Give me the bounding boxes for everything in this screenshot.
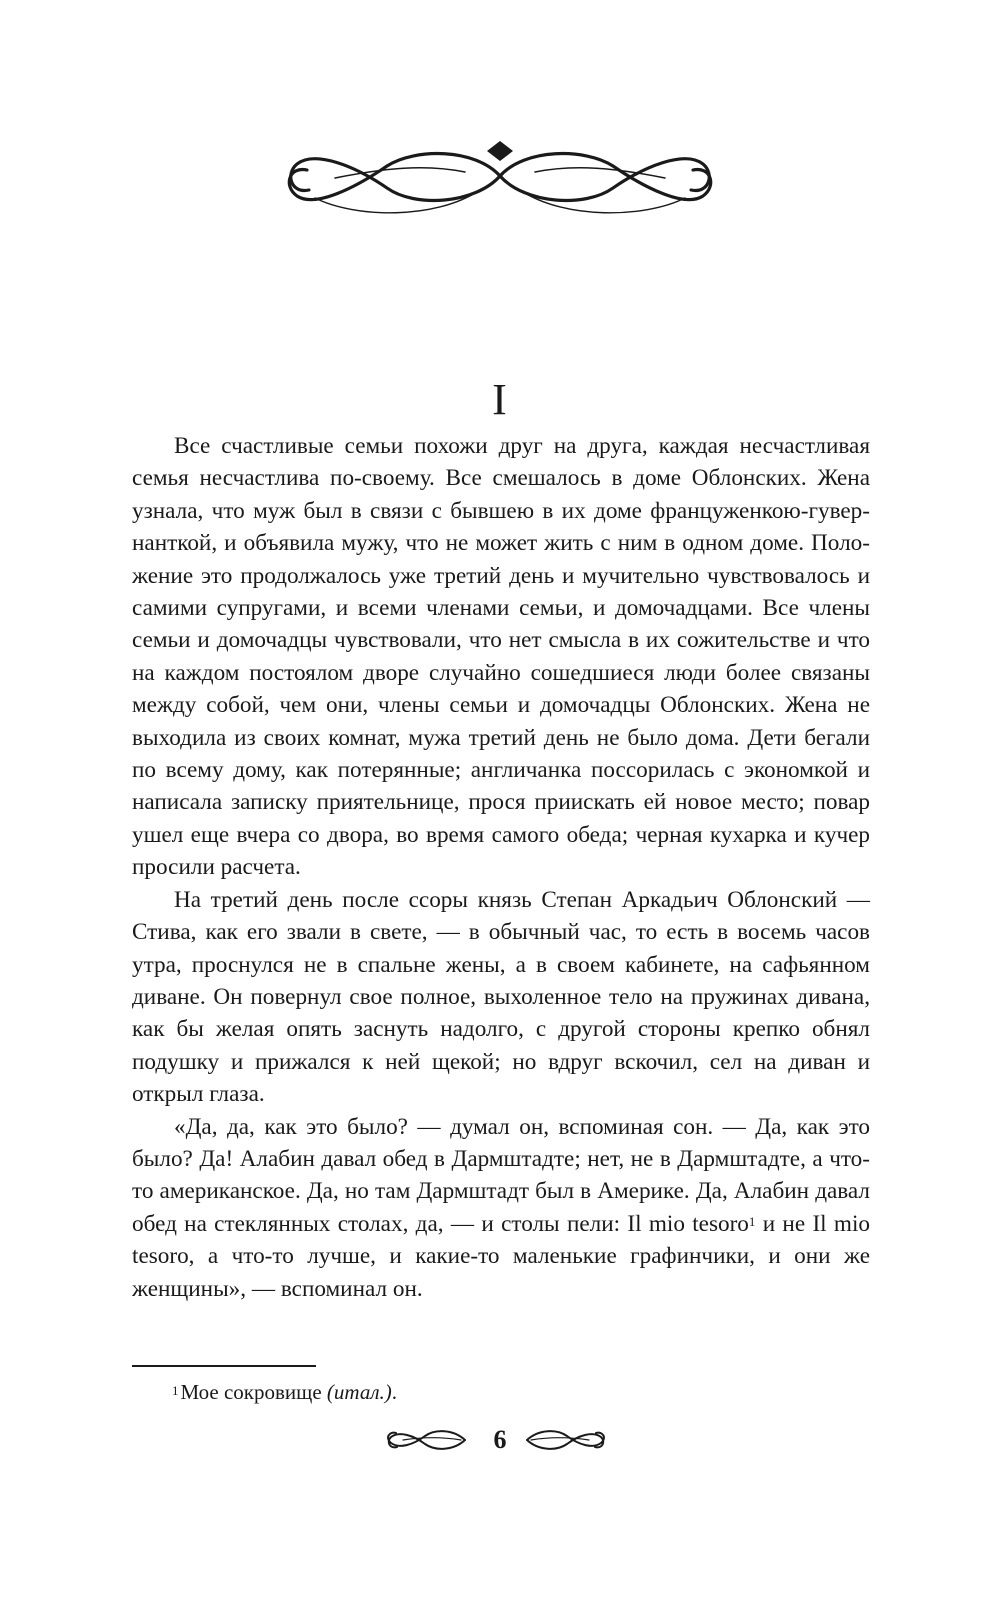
footnote-reference: 1 (748, 1213, 756, 1229)
flourish-icon (525, 1427, 609, 1453)
footnote-divider (132, 1365, 316, 1367)
page-number: 6 (493, 1425, 507, 1454)
paragraph: На третий день после ссоры князь Степан Аркадьич Облонский — Стива, как его звали в свете, — в обычный час, то есть в восемь часов утра, проснулся не в спальне жены, а в своем кабинете, на сафьянном диване. Он повернул свое полное, выхоленное тело на пружинах дивана, как бы желая опять заснуть надолго, с другой стороны крепко обнял подушку и прижался к ней щекой; но вдруг вскочил, сел на диван и открыл глаза. (132, 886, 870, 1108)
footnote-number: 1 (172, 1383, 179, 1398)
flourish-ornament-icon (275, 138, 725, 238)
paragraph: Все счастливые семьи похожи друг на друга, каждая несчастливая семья несчастлива по-своему. Все смешалось в доме Облонских. Жена узнала, что муж был в связи с бывшею в их доме француженкою-гувернанткой, и объявила мужу, что не может жить с ним в одном доме. Положение это продолжалось уже третий день и мучительно чувствовалось и самими супругами, и всеми членами семьи, и домочадцами. Все члены семьи и домочадцы чувствовали, что нет смысла в их сожительстве и что на каждом постоялом дворе случайно сошедшиеся люди более связаны между собой, чем они, члены семьи и домочадцы Облонских. Жена не выходила из своих комнат, мужа третий день не было дома. Дети бегали по всему дому, как потерянные; англичанка поссорилась с экономкой и написала записку приятельнице, прося приискать ей новое место; повар ушел еще вчера со двора, во время самого обеда; черная кухарка и кучер просили расчета. (132, 433, 870, 881)
flourish-icon (383, 1427, 467, 1453)
folio (0, 1425, 1000, 1455)
chapter-number: I (492, 375, 508, 424)
paragraph (132, 1111, 870, 1305)
footnote-language: (итал.) (326, 1380, 392, 1404)
footnote (172, 1378, 872, 1406)
footnote-tail: . (391, 1380, 397, 1404)
paragraph-text: и не Il mio tesoro, а что-то лучше, и какие-то маленькие графинчики, и они же женщины», — вспоминал он. (132, 1210, 870, 1302)
footnote-text: Мое сокровище (180, 1380, 327, 1404)
chapter-text (132, 430, 870, 1305)
paragraph-text: «Да, да, как это было? — думал он, вспоминая сон. — Да, как это было? Да! Алабин давал обед в Дармштадте; нет, не в Дармштадте, а что-то американское. Да, но там Дармштадт был в Америке. Да, Алабин давал обед на стеклянных столах, да, — и столы пели: Il mio tesoro (132, 1113, 870, 1237)
